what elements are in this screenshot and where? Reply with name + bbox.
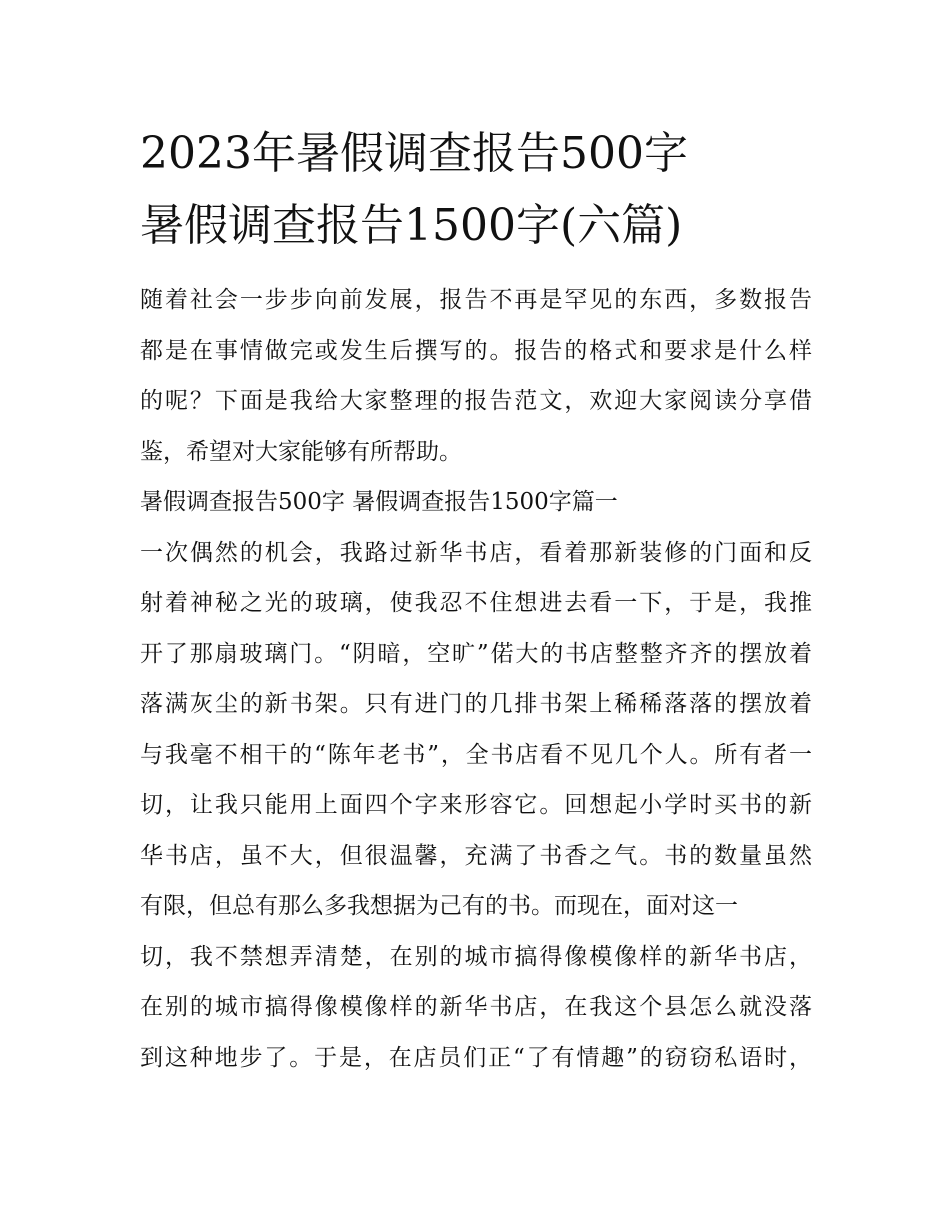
document-title <box>140 118 820 262</box>
title-line-2: 暑假调查报告1500字(六篇) <box>140 200 683 251</box>
intro-line: 的呢？下面是我给大家整理的报告范文，欢迎大家阅读分享借 <box>140 388 812 414</box>
section-line: 切，让我只能用上面四个字来形容它。回想起小学时买书的新 <box>140 792 812 818</box>
intro-line: 鉴，希望对大家能够有所帮助。 <box>140 438 462 465</box>
section-line: 一次偶然的机会，我路过新华书店，看着那新装修的门面和反 <box>140 539 812 566</box>
intro-line: 随着社会一步步向前发展，报告不再是罕见的东西，多数报告 <box>140 287 812 313</box>
section-line: 在别的城市搞得像模像样的新华书店，在我这个县怎么就没落 <box>140 994 812 1020</box>
section-line: 落满灰尘的新书架。只有进门的几排书架上稀稀落落的摆放着 <box>140 691 812 717</box>
intro-line: 都是在事情做完或发生后撰写的。报告的格式和要求是什么样 <box>140 337 812 364</box>
section-line: 切，我不禁想弄清楚，在别的城市搞得像模像样的新华书店， <box>140 943 812 970</box>
document-body <box>140 275 812 1083</box>
section-line: 开了那扇玻璃门。“阴暗，空旷”偌大的书店整整齐齐的摆放着 <box>140 640 812 667</box>
section-heading: 暑假调查报告500字 暑假调查报告1500字篇一 <box>140 489 618 515</box>
section-line: 与我毫不相干的“陈年老书”，全书店看不见几个人。所有者一 <box>140 741 812 768</box>
title-line-1: 2023年暑假调查报告500字 <box>140 128 688 179</box>
section-line: 到这种地步了。于是，在店员们正“了有情趣”的窃窃私语时， <box>140 1044 812 1071</box>
section-line: 射着神秘之光的玻璃，使我忍不住想进去看一下，于是，我推 <box>140 590 812 616</box>
section-line: 有限，但总有那么多我想据为己有的书。而现在，面对这一 <box>140 893 738 919</box>
section-line: 华书店，虽不大，但很温馨，充满了书香之气。书的数量虽然 <box>140 842 812 869</box>
